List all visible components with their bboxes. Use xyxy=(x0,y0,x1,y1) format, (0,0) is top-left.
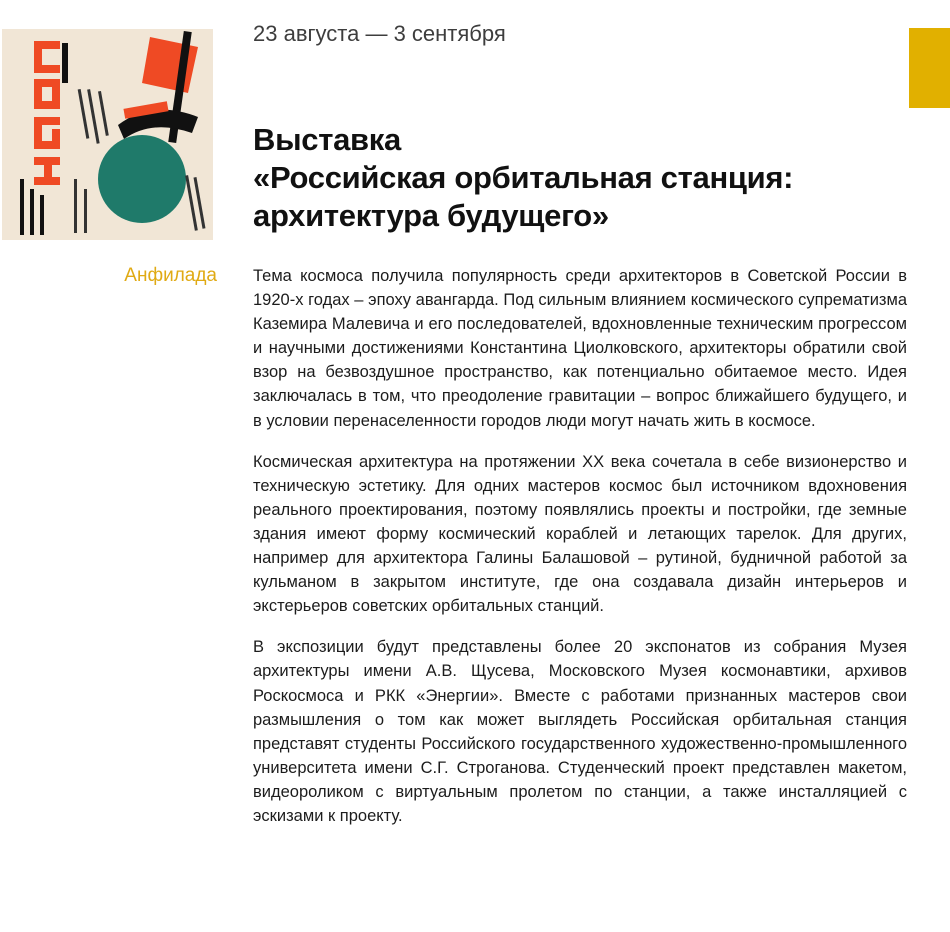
exhibition-description xyxy=(253,264,907,845)
title-line: «Российская орбитальная станция: xyxy=(253,160,794,195)
description-paragraph: Космическая архитектура на протяжении XX века сочетала в себе визионерство и техническую эстетику. Для одних мастеров космос был источником вдохновения реального проектирования, поэтому появлялись проекты и постройки, где земные здания имеют форму космический кораблей и летающих тарелок. Для других, например для архитектора Галины Балашовой – рутиной, будничной работой за кульманом в закрытом институте, где она создавала дизайн интерьеров и экстерьеров советских орбитальных станций. xyxy=(253,452,907,616)
event-dates: 23 августа — 3 сентября xyxy=(253,21,506,46)
exhibition-poster-image[interactable] xyxy=(2,29,213,240)
accent-bar xyxy=(909,28,950,108)
venue-label[interactable]: Анфилада xyxy=(124,265,217,286)
description-paragraph: В экспозиции будут представлены более 20 экспонатов из собрания Музея архитектуры имени А.В. Щусева, Московского Музея космонавтики, архивов Роскосмоса и РКК «Энергии». Вместе с работами признанных мастеров свои размышления о том как может выглядеть Российская орбитальная станция представят студенты Российского государственного художественно-промышленного университета имени С.Г. Строганова. Студенческий проект представлен макетом, видеороликом с виртуальным пролетом по станции, а также инсталляцией с эскизами к проекту. xyxy=(253,638,907,825)
constructivist-poster-graphic xyxy=(2,29,213,240)
description-paragraph: Тема космоса получила популярность среди архитекторов в Советской России в 1920-х годах – эпоху авангарда. Под сильным влиянием космического супрематизма Каземира Малевича и его последователей, вдохновленные техническим прогрессом и научными достижениями Константина Циолковского, архитекторы обратили свой взор на безвоздушное пространство, как потенциально обитаемое место. Идея заключалась в том, что преодоление гравитации – вопрос ближайшего будущего, и в условии перенаселенности городов люди могут начать жить в космосе. xyxy=(253,267,907,430)
title-line: архитектура будущего» xyxy=(253,198,609,233)
exhibition-title xyxy=(253,121,913,235)
title-line: Выставка xyxy=(253,122,401,157)
